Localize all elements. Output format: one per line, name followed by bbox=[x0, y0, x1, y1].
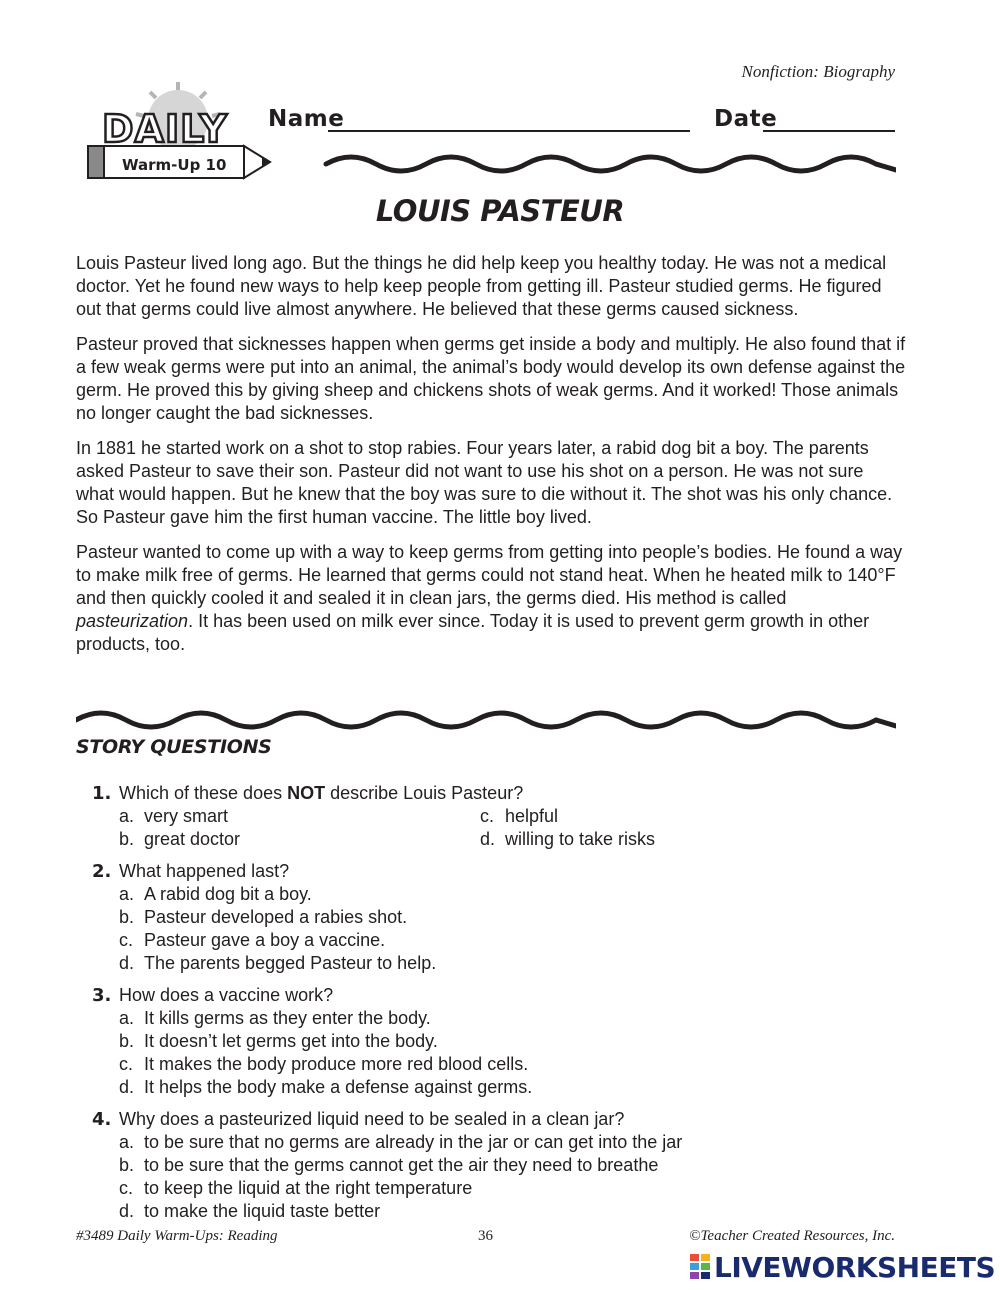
option-text: Pasteur developed a rabies shot. bbox=[144, 907, 408, 927]
story-text: . It has been used on milk ever since. Today it is used to prevent germ growth in other products, too. bbox=[76, 611, 870, 654]
option-letter: d. bbox=[480, 829, 496, 849]
option-letter: b. bbox=[119, 1155, 135, 1175]
answer-option-d[interactable] bbox=[480, 828, 780, 851]
questions-heading: STORY QUESTIONS bbox=[76, 736, 272, 758]
answer-option-d[interactable] bbox=[92, 952, 892, 975]
option-letter: c. bbox=[119, 1178, 134, 1198]
option-text: Pasteur gave a boy a vaccine. bbox=[144, 930, 386, 950]
answer-option-a[interactable] bbox=[92, 883, 892, 906]
option-letter: b. bbox=[119, 829, 135, 849]
story-text: Pasteur wanted to come up with a way to keep germs from getting into people’s bodies. He found a way to make milk free of germs. He learned that germs could not stand heat. When he heated milk to 140°F and then quickly cooled it and sealed it in clean jars, the germs died. His method is called bbox=[76, 542, 903, 608]
answer-option-c[interactable] bbox=[92, 1053, 892, 1076]
option-text: It helps the body make a defense against germs. bbox=[144, 1077, 533, 1097]
answer-option-c[interactable] bbox=[92, 1177, 892, 1200]
option-text: to make the liquid taste better bbox=[144, 1201, 381, 1221]
answer-option-b[interactable] bbox=[92, 1154, 892, 1177]
answer-option-b[interactable] bbox=[119, 828, 480, 851]
question-text-part: describe Louis Pasteur? bbox=[325, 783, 524, 803]
option-letter: d. bbox=[119, 1201, 135, 1221]
option-letter: c. bbox=[119, 930, 134, 950]
option-letter: a. bbox=[119, 884, 135, 904]
story-paragraph bbox=[76, 541, 906, 656]
question-text bbox=[119, 782, 523, 805]
question-number: 1. bbox=[92, 783, 112, 804]
answer-option-a[interactable] bbox=[92, 1007, 892, 1030]
liveworksheets-logo-icon bbox=[690, 1254, 710, 1280]
option-letter: d. bbox=[119, 953, 135, 973]
option-text: great doctor bbox=[144, 829, 241, 849]
question-text: What happened last? bbox=[119, 861, 290, 881]
answer-option-d[interactable] bbox=[92, 1200, 892, 1223]
answer-option-c[interactable] bbox=[480, 805, 780, 828]
answer-option-a[interactable] bbox=[92, 1131, 892, 1154]
story-paragraph: Pasteur proved that sicknesses happen when germs get inside a body and multiply. He also found that if a few weak germs were put into an animal, the animal’s body would develop its own defense against the germ. He proved this by giving sheep and chickens shots of weak germs. And it worked! Those animals no longer caught the bad sicknesses. bbox=[76, 334, 906, 423]
option-text: helpful bbox=[505, 806, 559, 826]
name-label: Name bbox=[268, 106, 345, 132]
middle-wavy-divider bbox=[76, 704, 896, 730]
question-text-part: Which of these does bbox=[119, 783, 288, 803]
answer-option-b[interactable] bbox=[92, 1030, 892, 1053]
option-letter: d. bbox=[119, 1077, 135, 1097]
option-text: willing to take risks bbox=[505, 829, 656, 849]
page-number: 36 bbox=[478, 1228, 493, 1244]
option-text: to be sure that no germs are already in the jar or can get into the jar bbox=[144, 1132, 683, 1152]
warmup-number: Warm-Up 10 bbox=[122, 156, 227, 174]
footer-copyright: ©Teacher Created Resources, Inc. bbox=[689, 1228, 895, 1244]
answer-option-b[interactable] bbox=[92, 906, 892, 929]
question-1 bbox=[92, 782, 892, 851]
questions-list bbox=[92, 782, 892, 1232]
option-text: It doesn’t let germs get into the body. bbox=[144, 1031, 438, 1051]
liveworksheets-watermark bbox=[690, 1252, 995, 1282]
logo-word: DAILY bbox=[102, 107, 228, 151]
option-text: A rabid dog bit a boy. bbox=[144, 884, 312, 904]
footer-book-title: #3489 Daily Warm-Ups: Reading bbox=[76, 1228, 278, 1244]
name-field-line[interactable] bbox=[328, 130, 690, 132]
story-paragraph: Louis Pasteur lived long ago. But the things he did help keep you healthy today. He was not a medical doctor. Yet he found new ways to help keep people from getting ill. Pasteur studied germs. He figured out that germs could live almost anywhere. He believed that these germs caused sickness. bbox=[76, 253, 887, 319]
option-letter: b. bbox=[119, 1031, 135, 1051]
option-letter: c. bbox=[119, 1054, 134, 1074]
answer-option-c[interactable] bbox=[92, 929, 892, 952]
story-title: LOUIS PASTEUR bbox=[375, 194, 625, 228]
question-2 bbox=[92, 860, 892, 975]
option-text: to be sure that the germs cannot get the air they need to breathe bbox=[144, 1155, 659, 1175]
question-number: 3. bbox=[92, 985, 112, 1006]
question-number: 2. bbox=[92, 861, 112, 882]
option-text: It makes the body produce more red blood cells. bbox=[144, 1054, 529, 1074]
option-text: to keep the liquid at the right temperature bbox=[144, 1178, 473, 1198]
answer-option-a[interactable] bbox=[119, 805, 480, 828]
answer-option-d[interactable] bbox=[92, 1076, 892, 1099]
option-letter: b. bbox=[119, 907, 135, 927]
option-letter: c. bbox=[480, 806, 495, 826]
option-letter: a. bbox=[119, 1132, 135, 1152]
option-letter: a. bbox=[119, 806, 135, 826]
story-body bbox=[76, 252, 906, 668]
story-term: pasteurization bbox=[76, 611, 189, 631]
option-text: It kills germs as they enter the body. bbox=[144, 1008, 431, 1028]
question-emphasis: NOT bbox=[287, 783, 326, 803]
date-field-line[interactable] bbox=[763, 130, 895, 132]
question-text: How does a vaccine work? bbox=[119, 985, 334, 1005]
option-letter: a. bbox=[119, 1008, 135, 1028]
question-number: 4. bbox=[92, 1109, 112, 1130]
option-text: very smart bbox=[144, 806, 229, 826]
question-4 bbox=[92, 1108, 892, 1223]
top-wavy-divider bbox=[76, 148, 896, 174]
date-label: Date bbox=[714, 106, 778, 132]
option-text: The parents begged Pasteur to help. bbox=[144, 953, 437, 973]
question-3 bbox=[92, 984, 892, 1099]
liveworksheets-text: LIVEWORKSHEETS bbox=[714, 1250, 996, 1284]
story-paragraph: In 1881 he started work on a shot to stop rabies. Four years later, a rabid dog bit a boy. The parents asked Pasteur to save their son. Pasteur did not want to use his shot on a person. He was not sure what would happen. But he knew that the boy was sure to die without it. The shot was his only chance. So Pasteur gave him the first human vaccine. The little boy lived. bbox=[76, 438, 893, 527]
question-text: Why does a pasteurized liquid need to be sealed in a clean jar? bbox=[119, 1109, 625, 1129]
genre-label: Nonfiction: Biography bbox=[741, 62, 895, 81]
